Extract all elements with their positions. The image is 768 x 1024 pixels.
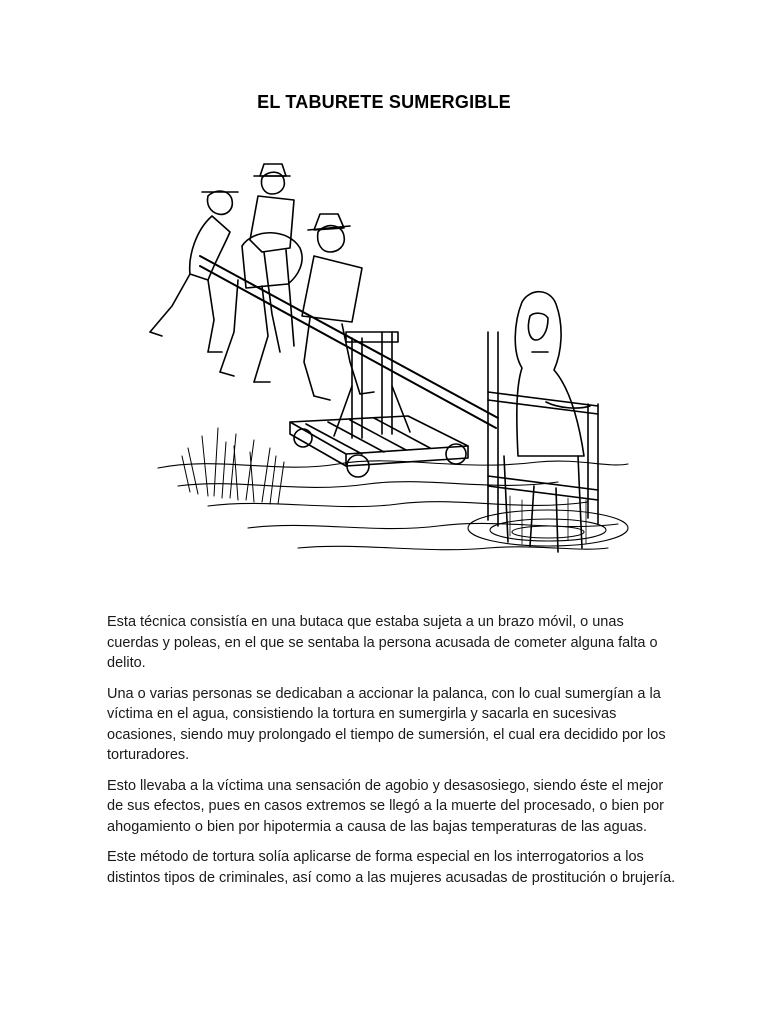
wooden-platform [290,416,468,477]
paragraph: Una o varias personas se dedicaban a accionar la palanca, con lo cual sumergían a la víctima en el agua, consistiendo la tortura en sumergirla y sacarla en sucesivas ocasiones, siendo muy prolongado el tiempo de sumersión, el cual era decidido por los torturadores. [107,685,666,763]
pivot-frame [334,332,410,438]
operators [150,164,374,400]
page-title: EL TABURETE SUMERGIBLE [257,92,511,112]
illustration-ducking-stool [138,156,638,576]
paragraph: Esta técnica consistía en una butaca que estaba sujeta a un brazo móvil, o unas cuerdas y poleas, en el que se sentaba la persona acusada de cometer alguna falta o delito. [107,614,658,671]
paragraph: Este método de tortura solía aplicarse de forma especial en los interrogatorios a los distintos tipos de criminales, así como a las mujeres acusadas de prostitución o brujería. [107,849,676,886]
document-body [107,612,677,898]
paragraph: Esto llevaba a la víctima una sensación de agobio y desasosiego, siendo éste el mejor de sus efectos, pues en casos extremos se llegó a la muerte del procesado, o bien por ahogamiento o bien por hipotermia a causa de las bajas temperaturas de las aguas. [107,777,664,835]
